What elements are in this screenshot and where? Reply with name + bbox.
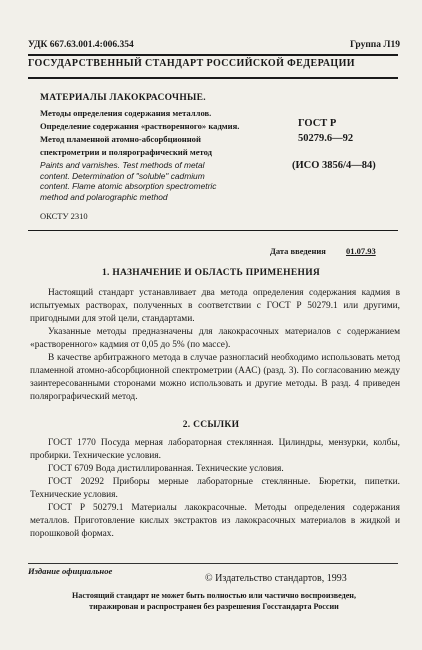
iso-reference: (ИСО 3856/4—84) xyxy=(292,160,376,171)
gost-number: 50279.6—92 xyxy=(298,133,354,144)
reference-paragraph: ГОСТ Р 50279.1 Материалы лакокрасочные. Методы определения содержания металлов. Приготовление кислых экстрактов из лакокрасочных материалов в жидкой и порошковой формах. xyxy=(30,503,400,539)
intro-date-row xyxy=(270,246,376,256)
header-bottom-rule xyxy=(28,77,398,79)
section-1-heading: 1. НАЗНАЧЕНИЕ И ОБЛАСТЬ ПРИМЕНЕНИЯ xyxy=(101,268,321,278)
english-title-line: method and polarographic method xyxy=(40,191,168,202)
subtitle-line: Методы определения содержания металлов. xyxy=(40,108,212,118)
reference-paragraph: ГОСТ 6709 Вода дистиллированная. Технические условия. xyxy=(48,464,284,474)
state-standard-heading: ГОСУДАРСТВЕННЫЙ СТАНДАРТ РОССИЙСКОЙ ФЕДЕРАЦИИ xyxy=(28,58,355,69)
reference-paragraph: ГОСТ 1770 Посуда мерная лабораторная стеклянная. Цилиндры, мензурки, колбы, пробирки. Технические условия. xyxy=(30,438,400,461)
okstu-code: ОКСТУ 2310 xyxy=(40,211,88,221)
section-2-body xyxy=(30,437,400,541)
intro-date-label: Дата введения xyxy=(270,246,326,256)
subtitle-line: Определение содержания «растворенного» кадмия. xyxy=(40,121,240,131)
reproduction-notice-line: Настоящий стандарт не может быть полностью или частично воспроизведен, xyxy=(72,591,356,600)
reproduction-notice xyxy=(28,590,400,612)
official-edition-label: Издание официальное xyxy=(28,566,113,576)
paragraph: Настоящий стандарт устанавливает два метода определения содержания кадмия в испытуемых растворах, полученных в соответствии с ГОСТ Р 50279.1 или другими, пригодными для этой цели, стандартами. xyxy=(30,288,400,324)
section-2-heading: 2. ССЫЛКИ xyxy=(182,420,240,430)
english-title-line: Paints and varnishes. Test methods of metal xyxy=(40,160,205,170)
english-title-line: content. Determination of "soluble" cadmium xyxy=(40,170,205,181)
gost-label: ГОСТ Р xyxy=(298,118,337,129)
english-title xyxy=(40,160,276,202)
document-title: МАТЕРИАЛЫ ЛАКОКРАСОЧНЫЕ. xyxy=(40,93,206,103)
subtitle-line: спектрометрии и полярографический метод xyxy=(40,147,213,157)
title-block-divider xyxy=(28,230,398,231)
section-1-body xyxy=(30,287,400,404)
intro-date-value: 01.07.93 xyxy=(345,246,376,256)
paragraph: Указанные методы предназначены для лакокрасочных материалов с содержанием «растворенного» кадмия от 0,05 до 5% (по массе). xyxy=(30,327,400,350)
footer-rule xyxy=(28,563,398,564)
title-block xyxy=(40,92,280,159)
group-code: Группа Л19 xyxy=(349,40,400,50)
reproduction-notice-line: тиражирован и распространен без разрешения Госстандарта России xyxy=(89,602,339,611)
subtitle-line: Метод пламенной атомно-абсорбционной xyxy=(40,134,201,144)
gost-designation xyxy=(298,116,408,146)
copyright-line: © Издательство стандартов, 1993 xyxy=(205,573,347,584)
english-title-line: content. Flame atomic absorption spectrometric xyxy=(40,181,217,191)
reference-paragraph: ГОСТ 20292 Приборы мерные лабораторные стеклянные. Бюретки, пипетки. Технические условия. xyxy=(30,477,400,500)
udk-code: УДК 667.63.001.4:006.354 xyxy=(28,40,134,50)
paragraph: В качестве арбитражного метода в случае разногласий необходимо использовать метод пламенной атомно-абсорбционной спектрометрии (ААС) (разд. 3). По согласованию между заинтересованными сторонами можно использовать и другие методы. В разд. 4 приведен полярографический метод. xyxy=(30,353,400,402)
header-top-rule xyxy=(28,54,398,56)
